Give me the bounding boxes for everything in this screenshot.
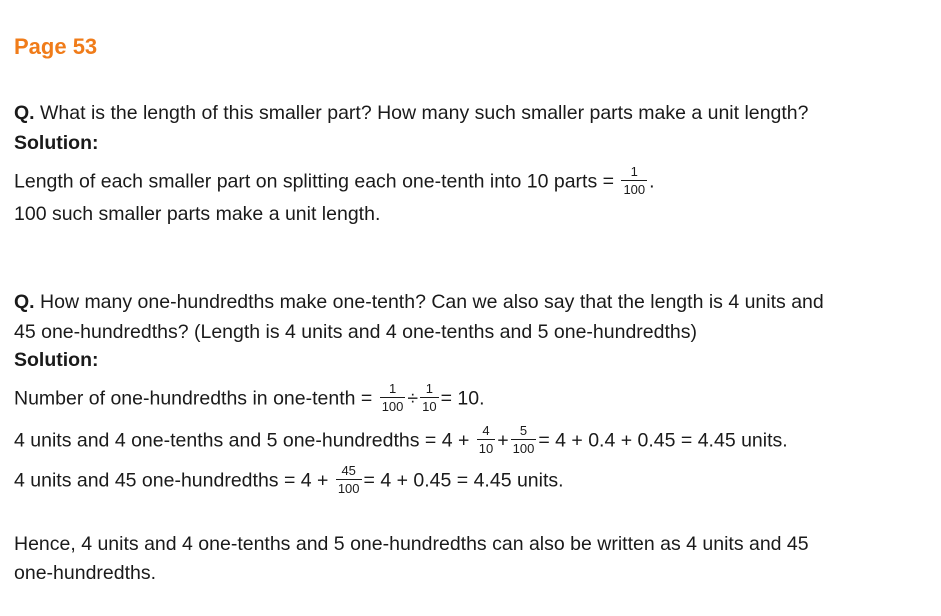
- denominator: 100: [337, 481, 360, 496]
- question-prefix: Q.: [14, 102, 35, 124]
- fraction: [420, 381, 438, 414]
- fraction: [511, 423, 537, 456]
- page-title: Page 53: [14, 34, 98, 59]
- conclusion-line-2: one-hundredths.: [14, 562, 157, 584]
- numerator: 5: [511, 423, 537, 440]
- solution-text-end: = 4 + 0.4 + 0.45 = 4.45 units.: [538, 429, 788, 452]
- question-2-text: How many one-hundredths make one-tenth? Can we also say that the length is 4 units and: [34, 291, 824, 313]
- plus-operator: +: [497, 429, 509, 452]
- question-1-text: What is the length of this smaller part? How many such smaller parts make a unit length?: [34, 102, 809, 124]
- solution-2-line-3: [14, 465, 564, 498]
- numerator: 1: [621, 164, 647, 181]
- solution-2-label: Solution:: [14, 349, 99, 371]
- question-2-line-2: 45 one-hundredths? (Length is 4 units and 4 one-tenths and 5 one-hundredths): [14, 321, 697, 343]
- fraction: [477, 423, 495, 456]
- fraction: [336, 463, 362, 496]
- solution-text: Number of one-hundredths in one-tenth =: [14, 387, 378, 410]
- division-operator: ÷: [407, 387, 419, 410]
- numerator: 1: [380, 381, 406, 398]
- question-2-line-1: [14, 290, 824, 314]
- numerator: 1: [420, 381, 438, 398]
- denominator: 100: [623, 182, 646, 197]
- fraction: [380, 381, 406, 414]
- conclusion-line-1: Hence, 4 units and 4 one-tenths and 5 one-hundredths can also be written as 4 units and 45: [14, 533, 809, 555]
- solution-2-line-2: [14, 425, 788, 458]
- fraction: [621, 164, 647, 197]
- solution-2-line-1: [14, 383, 485, 416]
- solution-text-end: .: [649, 170, 655, 193]
- solution-text-end: = 10.: [440, 387, 485, 410]
- denominator: 10: [478, 441, 494, 456]
- numerator: 4: [477, 423, 495, 440]
- numerator: 45: [336, 463, 362, 480]
- question-1: [14, 101, 808, 125]
- denominator: 10: [422, 399, 437, 414]
- solution-text: 4 units and 45 one-hundredths = 4 +: [14, 469, 334, 492]
- denominator: 100: [381, 399, 404, 414]
- solution-text: Length of each smaller part on splitting each one-tenth into 10 parts =: [14, 170, 620, 193]
- question-prefix: Q.: [14, 291, 35, 313]
- denominator: 100: [512, 441, 535, 456]
- solution-text-end: = 4 + 0.45 = 4.45 units.: [363, 469, 564, 492]
- solution-1-line-1: [14, 166, 655, 199]
- solution-1-line-2: 100 such smaller parts make a unit length.: [14, 203, 381, 225]
- solution-1-label: Solution:: [14, 132, 99, 154]
- solution-text: 4 units and 4 one-tenths and 5 one-hundredths = 4 +: [14, 429, 475, 452]
